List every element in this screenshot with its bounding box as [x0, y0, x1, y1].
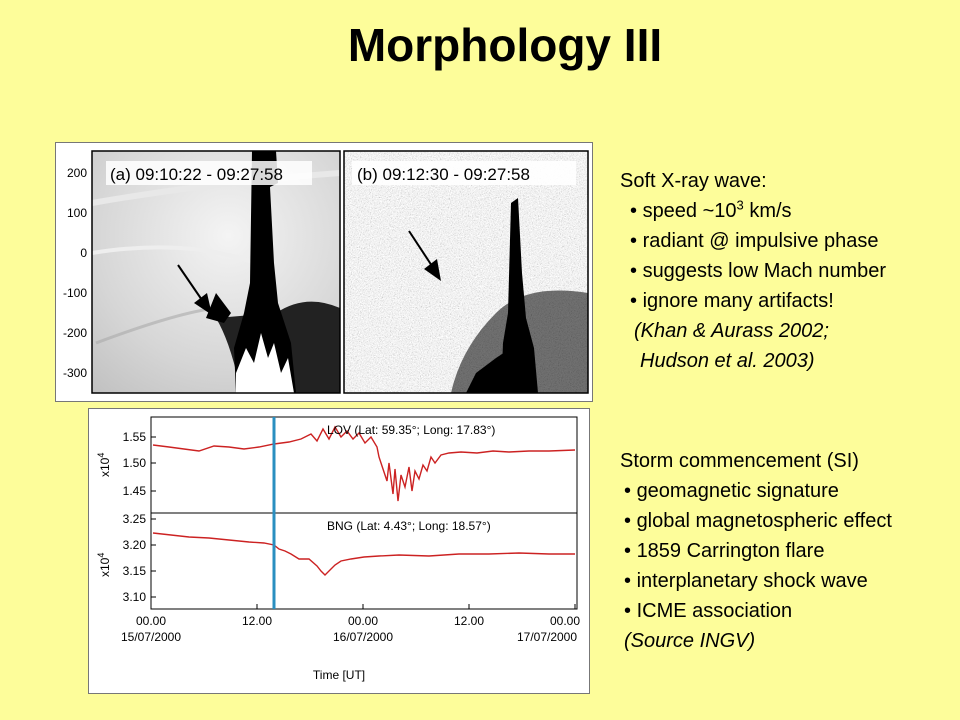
y-tick-label: 0 — [80, 246, 87, 260]
y-tick-label: -200 — [62, 326, 87, 340]
y-tick-label: 3.20 — [122, 538, 146, 552]
x-date-label: 15/07/2000 — [120, 630, 182, 644]
y-tick-label: 100 — [66, 206, 87, 220]
y-tick-label: 1.45 — [122, 484, 146, 498]
bottom-y-axis — [96, 512, 156, 604]
y-tick-label: 200 — [66, 166, 87, 180]
top-panel-label: LOV (Lat: 59.35°; Long: 17.83°) — [327, 423, 496, 437]
y-tick-label: 3.10 — [122, 590, 146, 604]
lov-series-line — [153, 427, 575, 501]
panel-b-image — [344, 151, 588, 393]
xray-wave-notes — [620, 166, 886, 376]
y-tick-label: 1.55 — [122, 430, 146, 444]
reference-line: (Khan & Aurass 2002; — [634, 320, 829, 342]
bullet-item: • ignore many artifacts! — [620, 286, 886, 316]
y-axis — [63, 166, 87, 380]
x-date-label: 16/07/2000 — [332, 630, 394, 644]
storm-commencement-notes — [620, 446, 892, 656]
magnetometer-svg — [89, 409, 589, 693]
x-tick-label: 12.00 — [241, 614, 273, 628]
xray-difference-images — [55, 142, 593, 402]
bullet-item: • 1859 Carrington flare — [620, 536, 892, 566]
x-tick-label: 00.00 — [347, 614, 379, 628]
bottom-panel-label: BNG (Lat: 4.43°; Long: 18.57°) — [327, 519, 491, 533]
x-axis-title: Time [UT] — [312, 668, 366, 682]
bullet-speed: • speed $\sim 10^3$ km/s — [620, 196, 886, 226]
bng-series-line — [153, 533, 575, 575]
x-tick-label: 00.00 — [549, 614, 581, 628]
bullet-item: • ICME association — [620, 596, 892, 626]
storm-heading: Storm commencement (SI) — [620, 450, 859, 472]
xray-images-svg — [56, 143, 592, 401]
source-note: (Source INGV) — [624, 630, 756, 652]
slide-title: Morphology III — [347, 19, 663, 71]
magnetometer-plot — [88, 408, 590, 694]
x-axis — [121, 604, 580, 682]
bullet-item: • global magnetospheric effect — [620, 506, 892, 536]
y-tick-label: 3.15 — [122, 564, 146, 578]
panel-a-image — [92, 151, 340, 393]
y-tick-label: 1.50 — [122, 456, 146, 470]
bullet-item: • interplanetary shock wave — [620, 566, 892, 596]
bottom-y-axis-label: $x10^4$ — [96, 552, 112, 577]
y-tick-label: -100 — [62, 286, 87, 300]
x-tick-label: 12.00 — [453, 614, 485, 628]
y-tick-label: -300 — [62, 366, 87, 380]
reference-line: Hudson et al. 2003) — [640, 350, 815, 372]
panel-a-label: (a) 09:10:22 - 09:27:58 — [110, 165, 283, 184]
top-y-axis — [96, 430, 156, 498]
top-y-axis-label: $x10^4$ — [96, 452, 112, 477]
bullet-item: • suggests low Mach number — [620, 256, 886, 286]
y-tick-label: 3.25 — [122, 512, 146, 526]
x-tick-label: 00.00 — [135, 614, 167, 628]
xray-heading: Soft X-ray wave: — [620, 170, 767, 192]
x-date-label: 17/07/2000 — [516, 630, 578, 644]
bullet-item: • radiant @ impulsive phase — [620, 226, 886, 256]
panel-b-label: (b) 09:12:30 - 09:27:58 — [357, 165, 530, 184]
bullet-item: • geomagnetic signature — [620, 476, 892, 506]
